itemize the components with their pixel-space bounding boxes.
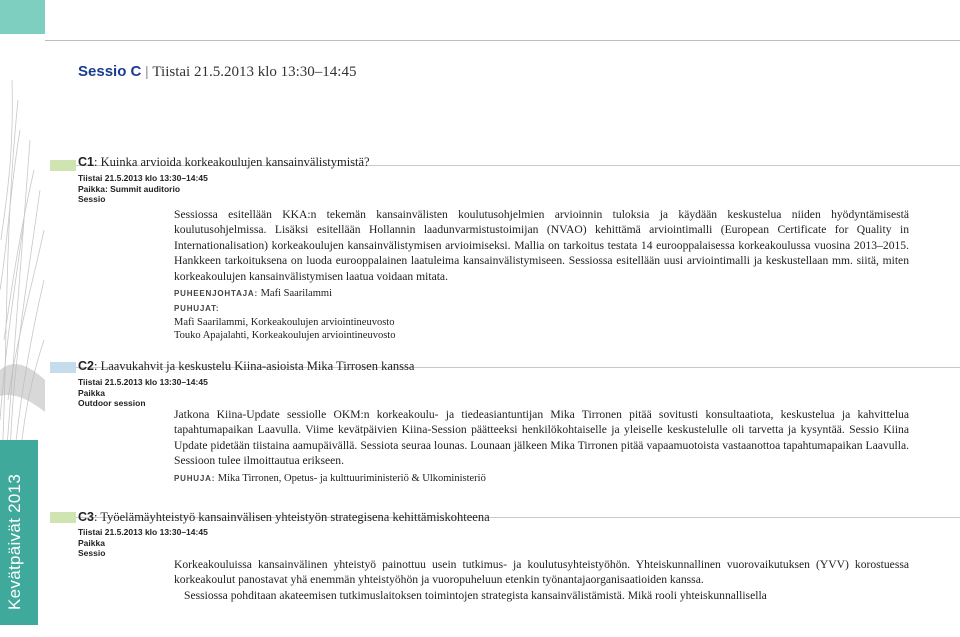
- corner-accent-square: [0, 0, 45, 34]
- meta-line: Tiistai 21.5.2013 klo 13:30–14:45: [78, 527, 208, 537]
- meta-line: Sessio: [78, 548, 106, 558]
- session-title: [78, 359, 414, 374]
- section-marker: [50, 160, 76, 171]
- meta-line: Sessio: [78, 194, 106, 204]
- session-description: Sessiossa esitellään KKA:n tekemän kansainvälisten koulutusohjelmien arvioinnin tuloksia ja käydään keskustelua niiden hyödyntämisestä koulutusohjelmissa. Lisäksi esitellään Hollannin laadunvarmistustoimijan (NVAO) kehittämä arviointimalli (European Certificate for Quality in Internationalisation) korkeakoulujen kansainvälistymisen arvioimiseksi. Mallia on tarkoitus testata 14 eurooppalaisessa korkeakoulussa vuosina 2013–2015. Hankkeen tarkoituksena on luoda eurooppalainen laatuleima kansainvälistymiseen. Sessiossa esitellään uusi arviointimalli ja keskustellaan mm. siitä, miten korkeakoulujen kansainvälistymisen laatua voidaan mitata.: [174, 208, 909, 283]
- session-header: [78, 63, 356, 81]
- session-title-text: : Työelämäyhteistyö kansainvälisen yhteistyön strategisena kehittämiskohteena: [93, 510, 490, 524]
- speakers-label: PUHUJAT:: [174, 304, 220, 314]
- session-description: Korkeakouluissa kansainvälinen yhteistyö painottuu usein tutkimus- ja koulutusyhteistyöhön. Yhteiskunnallinen vuorovaikutuksen (YVV) korostuessa korkeakoulut panostavat yhä enemmän yhteistyöhön ja vuoropuheluun etenkin työnantajaorganisaatioiden kanssa.: [174, 558, 909, 587]
- session-block-c1: [50, 153, 960, 342]
- session-label: Sessio C: [78, 63, 142, 80]
- session-description-continued: Sessiossa pohditaan akateemisen tutkimuslaitoksen toimintojen strategista kansainvälistämistä. Mikä rooli yhteiskunnallisella: [184, 588, 767, 602]
- session-block-c3: [50, 507, 960, 617]
- session-body: [174, 407, 909, 485]
- session-body: [174, 557, 909, 603]
- session-title-text: : Laavukahvit ja keskustelu Kiina-asioista Mika Tirrosen kanssa: [93, 359, 415, 373]
- section-marker: [50, 512, 76, 523]
- session-code: C2: [78, 359, 94, 373]
- meta-line: Paikka: Summit auditorio: [78, 183, 181, 194]
- session-code: C3: [78, 510, 94, 524]
- speaker-item: Touko Apajalahti, Korkeakoulujen arviointineuvosto: [174, 330, 396, 342]
- session-block-c2: [50, 357, 960, 492]
- session-title: [78, 155, 370, 170]
- meta-line: Tiistai 21.5.2013 klo 13:30–14:45: [78, 173, 208, 183]
- meta-line: Outdoor session: [78, 398, 146, 408]
- left-sidebar: [0, 0, 45, 637]
- chair-line: [174, 287, 909, 300]
- top-divider: [45, 40, 960, 41]
- vertical-title: Kevätpäivät 2013: [5, 473, 24, 610]
- session-time: Tiistai 21.5.2013 klo 13:30–14:45: [152, 64, 357, 80]
- meta-line: Paikka: [78, 537, 105, 548]
- meta-line: Paikka: [78, 387, 105, 398]
- speaker-label: PUHUJA:: [174, 473, 216, 483]
- session-description: Jatkona Kiina-Update sessiolle OKM:n korkeakoulu- ja tiedeasiantuntijan Mika Tirronen pitää sovitusti konsultaatiota, keskustelua ja kahvittelua tapahtumapaikan Laavulla. Viime kevätpäivien Kiina-Session päätteeksi henkilökohtaiselle ja yleiselle keskustelulle oli tarvetta ja kysyntää. Sessio Kiina Update pidetään tiistaina aamupäivällä. Sessiota seuraa lounas. Lounaan jälkeen Mika Tirronen pitää vapaamuotoista vastaanottoa tapahtumapaikan Laavulla. Sessioon tulee ilmoittautua erikseen.: [174, 408, 909, 468]
- session-title-text: : Kuinka arvioida korkeakoulujen kansainvälistymistä?: [93, 155, 370, 169]
- speakers-line: [174, 302, 909, 315]
- speaker-name: Mika Tirronen, Opetus- ja kulttuuriministeriö & Ulkoministeriö: [217, 472, 486, 484]
- chair-name: Mafi Saarilammi: [260, 288, 333, 300]
- speaker-item: Mafi Saarilammi, Korkeakoulujen arviointineuvosto: [174, 317, 395, 329]
- chair-label: PUHEENJOHTAJA:: [174, 289, 258, 299]
- meta-line: Tiistai 21.5.2013 klo 13:30–14:45: [78, 377, 208, 387]
- session-body: [174, 207, 909, 342]
- speaker-line: [174, 472, 909, 485]
- session-meta: [78, 377, 208, 409]
- session-meta: [78, 527, 208, 559]
- session-meta: [78, 173, 208, 205]
- section-marker: [50, 362, 76, 373]
- header-separator: |: [145, 64, 149, 80]
- session-code: C1: [78, 155, 94, 169]
- session-title: [78, 510, 490, 525]
- grass-decoration: [0, 40, 45, 460]
